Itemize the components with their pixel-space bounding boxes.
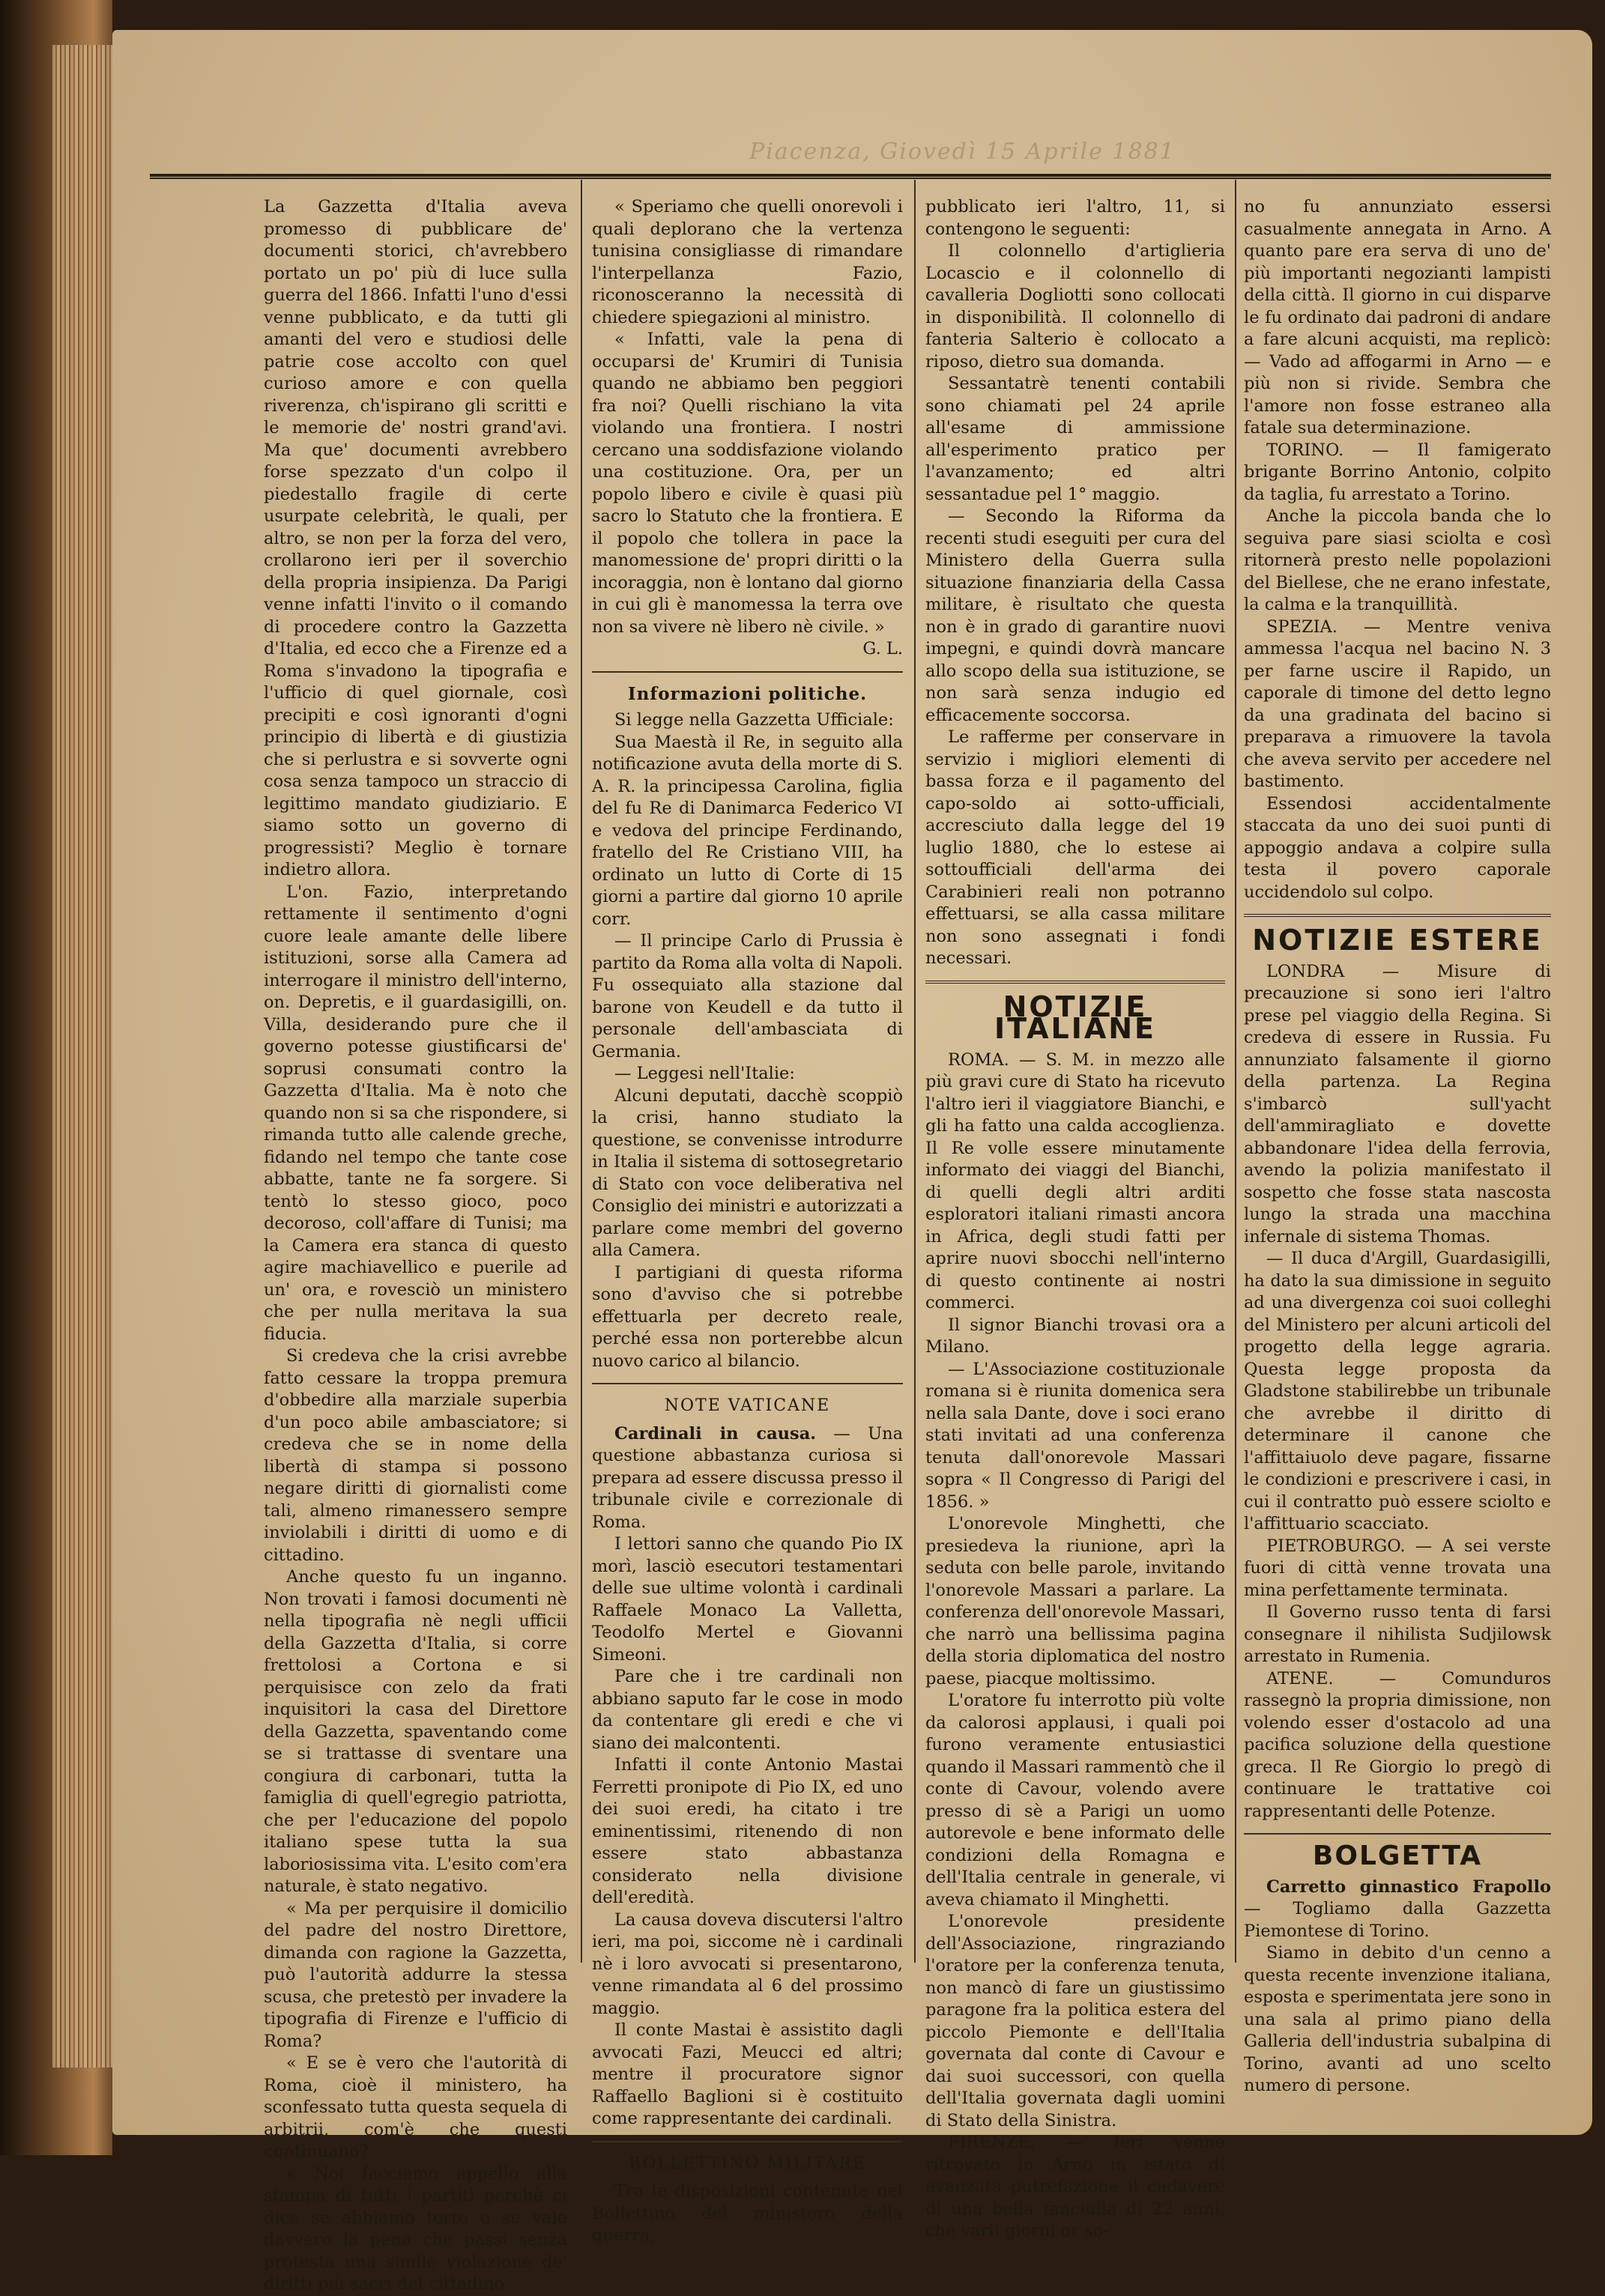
article-paragraph: La Gazzetta d'Italia aveva promesso di pubblicare de' documenti storici, ch'avrebbero portato un po' più di luce sulla guerra del 1866. Infatti l'uno d'essi venne pubblicato, e da tutti gli amanti del vero e studiosi delle patrie cose accolto con quel curioso amore e con quella riverenza, ch'ispirano gli scritti e le memorie de' nostri grand'avi. Ma que' documenti avrebbero forse spezzato d'un colpo il piedestallo fragile di certe usurpate celebrità, le quali, per altro, se non per la forza del vero, crollarono ieri per il soverchio della propria insipienza. Da Parigi venne infatti l'invito o il comando di procedere contro la Gazzetta d'Italia, ed ecco che a Firenze ed a Roma s'invadono la tipografia e l'ufficio di quel giornale, così precipiti e così ignoranti d'ogni principio di libertà e di giustizia che si perlustra e si sovverte ogni cosa senza tampoco un straccio di legittimo mandato giudiziario. E siamo sotto un governo di progressisti? Meglio è tornare indietro allora. — [264, 197, 567, 879]
column-1 — [264, 196, 567, 2294]
article-text: — Togliamo dalla Gazzetta Piemontese di Torino. — [1244, 1899, 1551, 1941]
article-paragraph: L'onorevole Minghetti, che presiedeva la riunione, aprì la seduta con belle parole, invitando l'onorevole Massari a parlare. La conferenza dell'onorevole Massari, che narrò una bellissima pagina della storia diplomatica del nostro paese, piacque moltissimo. — [925, 1514, 1225, 1688]
article-lead: Carretto ginnastico Frapollo — [1266, 1877, 1551, 1897]
article-paragraph: L'on. Fazio, interpretando rettamente il sentimento d'ogni cuore leale amante delle libere istituzioni, sorse alla Camera ad interrogare il ministro dell'interno, on. Depretis, e il guardasigilli, on. Villa, desiderando pure che il governo potesse giustificarsi de' soprusi consumati contro la Gazzetta d'Italia. Ma è noto che quando non si sa che rispondere, si rimanda tutto alle calende greche, fidando nel tempo che tante cose abbatte, tante ne fa sorgere. Si tentò lo stesso gioco, poco decoroso, coll'affare di Tunisi; ma la Camera era stanca di questo agire machiavellico e puerile ad un' ora, e rovesciò un ministero che per nulla meritava la sua fiducia. — [264, 882, 567, 1344]
article-paragraph: TORINO. — Il famigerato brigante Borrino Antonio, colpito da taglia, fu arrestato a Torino. — [1244, 440, 1551, 504]
article-paragraph: Sua Maestà il Re, in seguito alla notificazione avuta della morte di S. A. R. la principessa Carolina, figlia del fu Re di Danimarca Federico VI e vedova del principe Ferdinando, fratello del Re Cristiano VIII, ha ordinato un lutto di Corte di 15 giorni a partire dal giorno 10 aprile corr. — [592, 732, 903, 929]
article-paragraph: « Speriamo che quelli onorevoli i quali deplorano che la vertenza tunisina consigliasse di rimandare l'interpellanza Fazio, riconosceranno la necessità di chiedere spiegazioni al ministro. — [592, 197, 903, 327]
article-paragraph: I partigiani di questa riforma sono d'avviso che si potrebbe effettuarla per decreto reale, perché essa non porterebbe alcun nuovo carico al bilancio. — [592, 1262, 903, 1371]
article-paragraph: L'oratore fu interrotto più volte da calorosi applausi, i quali poi furono veramente entusiastici quando il Massari rammentò che il conte di Cavour, volendo avere presso di sè a Parigi un uomo autorevole e bene informato delle condizioni della Romagna e dell'Italia centrale in generale, vi aveva chiamato il Minghetti. — [925, 1691, 1225, 1909]
section-divider — [592, 1383, 903, 1384]
column-divider-3 — [1235, 180, 1236, 1963]
section-heading-note-vaticane: NOTE VATICANE — [664, 1396, 831, 1415]
article-paragraph: Alcuni deputati, dacchè scoppiò la crisi, hanno studiato la questione, se convenisse introdurre in Italia il sistema di sottosegretario di Stato con voce deliberativa nel Consiglio dei ministri e autorizzati a parlare come membri del governo alla Camera. — [592, 1085, 903, 1260]
article-paragraph: — Il principe Carlo di Prussia è partito da Roma alla volta di Napoli. Fu ossequiato alla stazione dal barone von Keudell e da tutto il personale dell'ambasciata di Germania. — [592, 931, 903, 1061]
article-paragraph: Si credeva che la crisi avrebbe fatto cessare la troppa premura d'obbedire alla marziale superbia d'un poco abile ambasciatore; si credeva che se in nome della libertà di stampa si possono negare diritti di giornalisti come tali, almeno rimanessero sempre inviolabili i diritti di uomo e di cittadino. — [264, 1346, 567, 1565]
article-paragraph: Sessantatrè tenenti contabili sono chiamati pel 24 aprile all'esame di ammissione all'esperimento pratico per l'avanzamento; ed altri sessantadue pel 1° maggio. — [925, 374, 1225, 504]
column-4 — [1244, 196, 1551, 2114]
article-paragraph: FIRENZE. — Ieri venne ritrovato in Arno in istato di avanzata putrefazione il cadavere di una bella fanciulla di 22 anni, che varii giorni or so- — [925, 2133, 1225, 2241]
article-paragraph: Il Governo russo tenta di farsi consegnare il nihilista Sudjilowsk arrestato in Rumenia. — [1244, 1602, 1551, 1666]
article-paragraph: Essendosi accidentalmente staccata da uno dei suoi punti di appoggio andava a colpire sulla testa il povero caporale uccidendolo sul colpo. — [1244, 793, 1551, 902]
page-header-ghost: Piacenza, Giovedì 15 Aprile 1881 — [749, 139, 1176, 165]
article-paragraph: Pare che i tre cardinali non abbiano saputo far le cose in modo da contentare gli eredi e che vi siano dei malcontenti. — [592, 1667, 903, 1753]
section-heading-bollettino: BOLLETTINO MILITARE — [628, 2154, 867, 2173]
article-paragraph: Il signor Bianchi trovasi ora a Milano. — [925, 1315, 1225, 1357]
top-rule — [150, 174, 1551, 179]
column-divider-1 — [581, 180, 582, 1963]
article-paragraph: — Leggesi nell'Italie: — [614, 1064, 795, 1083]
article-lead: Cardinali in causa. — [614, 1423, 817, 1444]
article-paragraph: Il colonnello d'artiglieria Locascio e il colonnello di cavalleria Dogliotti sono collocati in disponibilità. Il colonnello di fanteria Salterio è collocato a riposo, dietro sua domanda. — [925, 241, 1225, 372]
column-divider-2 — [914, 180, 916, 1963]
article-paragraph: pubblicato ieri l'altro, 11, si contengono le seguenti: — [925, 197, 1225, 239]
column-2 — [592, 196, 903, 2245]
section-heading-notizie-estere: NOTIZIE ESTERE — [1252, 924, 1543, 957]
article-paragraph: I lettori sanno che quando Pio IX morì, lasciò esecutori testamentari delle sue ultime volontà i cardinali Raffaele Monaco La Valletta, Teodolfo Mertel e Giovanni Simeoni. — [592, 1534, 903, 1665]
article-paragraph: Tra le disposizioni contenute nel Bollettino del ministero della guerra, — [592, 2181, 903, 2245]
article-paragraph: Siamo in debito d'un cenno a questa recente invenzione italiana, esposta e sperimentata jere sono in una sala al primo piano della Galleria dell'industria subalpina di Torino, avanti ad uno scelto numero di persone. — [1244, 1943, 1551, 2095]
section-divider — [1244, 1833, 1551, 1835]
page-stack-edge — [52, 45, 112, 2068]
article-paragraph: — Secondo la Riforma da recenti studi eseguiti per cura del Ministero della Guerra sulla situazione finanziaria della Cassa militare, è risultato che questa non è in grado di garantire nuovi impegni, e quindi dovrà mancare allo scopo della sua istituzione, se non sarà senza indugio ed efficacemente soccorsa. — [925, 506, 1225, 725]
article-paragraph: — Il duca d'Argill, Guardasigilli, ha dato la sua dimissione in seguito ad una divergenza coi suoi colleghi del Ministero per alcuni articoli del progetto della legge agraria. Questa legge proposta da Gladstone stabilirebbe un tribunale che avrebbe il diritto di determinare il canone che l'affittaiuolo deve pagare, fissarne le condizioni e prescrivere i casi, in cui il contratto può essere sciolto e l'affittuario scacciato. — [1244, 1249, 1551, 1533]
article-paragraph: La causa doveva discutersi l'altro ieri, ma poi, siccome nè i cardinali nè i loro avvocati si presentarono, venne rimandata al 6 del prossimo maggio. — [592, 1909, 903, 2018]
article-paragraph: ATENE. — Comunduros rassegnò la propria dimissione, non volendo esser d'ostacolo ad una pacifica soluzione della questione greca. Il Re Giorgio lo pregò di continuare le trattative coi rappresentanti delle Potenze. — [1244, 1668, 1551, 1821]
article-paragraph: Anche la piccola banda che lo seguiva pare siasi sciolta e così ritornerà presto nelle popolazioni del Biellese, che ne erano infestate, la calma e la tranquillità. — [1244, 506, 1551, 614]
article-paragraph: PIETROBURGO. — A sei verste fuori di città venne trovata una mina perfettamente terminata. — [1244, 1536, 1551, 1600]
article-paragraph: ROMA. — S. M. in mezzo alle più gravi cure di Stato ha ricevuto l'altro ieri il viaggiatore Bianchi, e gli ha fatto una calda accoglienza. Il Re volle essere minutamente informato dei viaggi del Bianchi, di quelli degli altri arditi esploratori italiani rimasti ancora in Africa, degli studi fatti per aprire nuovi sbocchi nell'interno di questo continente ai nostri commerci. — [925, 1049, 1225, 1312]
article-paragraph: Infatti il conte Antonio Mastai Ferretti pronipote di Pio IX, ed uno dei suoi eredi, ha citato i tre eminentissimi, ritenendo di non essere stato abbastanza considerato nella divisione dell'eredità. — [592, 1755, 903, 1907]
article-paragraph: « Infatti, vale la pena di occuparsi de' Krumiri di Tunisia quando ne abbiamo ben peggiori fra noi? Quelli rischiano la vita violando una frontiera. I nostri cercano una soddisfazione violando una costituzione. Ora, per un popolo libero e civile è quasi più sacro lo Statuto che la frontiera. E il popolo che tollera in pace la manomessione de' propri diritti o la incoraggia, non è lontano dal giorno in cui gli è manomessa la terra ove non sa vivere nè libero nè civile. » — [592, 330, 903, 637]
article-text: — Una questione abbastanza curiosa si prepara ad essere discussa presso il tribunale civile e correzionale di Roma. — [592, 1423, 903, 1532]
article-paragraph: Anche questo fu un inganno. Non trovati i famosi documenti nè nella tipografia nè negli ufficii della Gazzetta d'Italia, si corre frettolosi a Cortona e si perquisisce con zelo da frati inquisitori la casa del Direttore della Gazzetta, spaventando come se si trattasse di sventare una congiura di carbonari, tutta la famiglia di quell'egregio patriotta, che per l'educazione del popolo italiano spese tutta la sua laboriosissima vita. L'esito com'era naturale, è stato negativo. — [264, 1567, 567, 1896]
book-binding — [0, 0, 112, 2155]
article-paragraph: « E se è vero che l'autorità di Roma, cioè il ministero, ha sconfessato tutta questa sequela di arbitrii, com'è che questi continuano? — [264, 2053, 567, 2161]
article-paragraph: Il conte Mastai è assistito dagli avvocati Fazi, Meucci ed altri; mentre il procuratore signor Raffaello Baglioni si è costituito come rappresentante dei cardinali. — [592, 2020, 903, 2128]
article-paragraph: L'onorevole presidente dell'Associazione, ringraziando l'oratore per la conferenza tenuta, non mancò di fare un giustissimo paragone fra la politica estera del piccolo Piemonte e dell'Italia governata dal conte di Cavour e dai suoi successori, con quella dell'Italia governata dagli uomini di Stato della Sinistra. — [925, 1912, 1225, 2130]
section-heading-notizie-italiane: NOTIZIE ITALIANE — [994, 990, 1157, 1045]
article-paragraph: Le rafferme per conservare in servizio i migliori elementi di bassa forza e il pagamento del capo-soldo ai sotto-ufficiali, accresciuto dalla legge del 19 luglio 1880, che lo estese ai sottoufficiali dell'arma dei Carabinieri reali non potranno effettuarsi, se alla cassa militare non sono assegnati i fondi necessari. — [925, 727, 1225, 968]
section-divider — [925, 981, 1225, 986]
article-paragraph: LONDRA — Misure di precauzione si sono ieri l'altro prese pel viaggio della Regina. Si credeva di essere in Russia. Fu annunziato falsamente il giorno della partenza. La Regina s'imbarcò sull'yacht dell'ammiragliato e dovette abbandonare l'idea della ferrovia, avendo la polizia manifestato il sospetto che fosse stata nascosta lungo la strada una macchina infernale di sistema Thomas. — [1244, 961, 1551, 1247]
section-divider — [592, 2141, 903, 2142]
article-paragraph: « Ma per perquisire il domicilio del padre del nostro Direttore, dimanda con ragione la Gazzetta, può l'autorità addurre la stessa scusa, che pretestò per invadere la tipografia di Firenze e l'ufficio di Roma? — [264, 1898, 567, 2051]
article-paragraph: Si legge nella Gazzetta Ufficiale: — [614, 710, 894, 730]
section-heading-informazioni: Informazioni politiche. — [627, 683, 868, 704]
article-paragraph: — L'Associazione costituzionale romana si è riunita domenica sera nella sala Dante, dove i soci erano stati invitati ad una conferenza tenuta dall'onorevole Massari sopra « Il Congresso di Parigi del 1856. » — [925, 1359, 1225, 1512]
section-heading-bolgetta: BOLGETTA — [1312, 1841, 1483, 1871]
article-signature: G. L. — [862, 639, 903, 658]
article-paragraph: no fu annunziato essersi casualmente annegata in Arno. A quanto pare era serva di uno de' più importanti negozianti lampisti della città. Il giorno in cui disparve le fu ordinato dai padroni di andare a fare alcuni acquisti, ma replicò: — Vado ad affogarmi in Arno — e più non si rivide. Sembra che l'amore non fosse estraneo alla fatale sua determinazione. — [1244, 197, 1551, 437]
column-3 — [925, 196, 1225, 2241]
section-divider — [592, 671, 903, 673]
article-paragraph: « Noi facciamo appello alla stampa di tutti i partiti perchè ci dica se abbiamo torto o se vale davvero la pena che passi senza protesta una simile violazione de' diritti più sacri del cittadino. — [264, 2163, 567, 2294]
section-divider — [1244, 914, 1551, 919]
article-paragraph: SPEZIA. — Mentre veniva ammessa l'acqua nel bacino N. 3 per farne uscire il Rapido, un caporale di timone del detto legno da una gradinata del bacino si preparava a rimuovere la tavola che aveva servito per accedere nel bastimento. — [1244, 617, 1551, 791]
